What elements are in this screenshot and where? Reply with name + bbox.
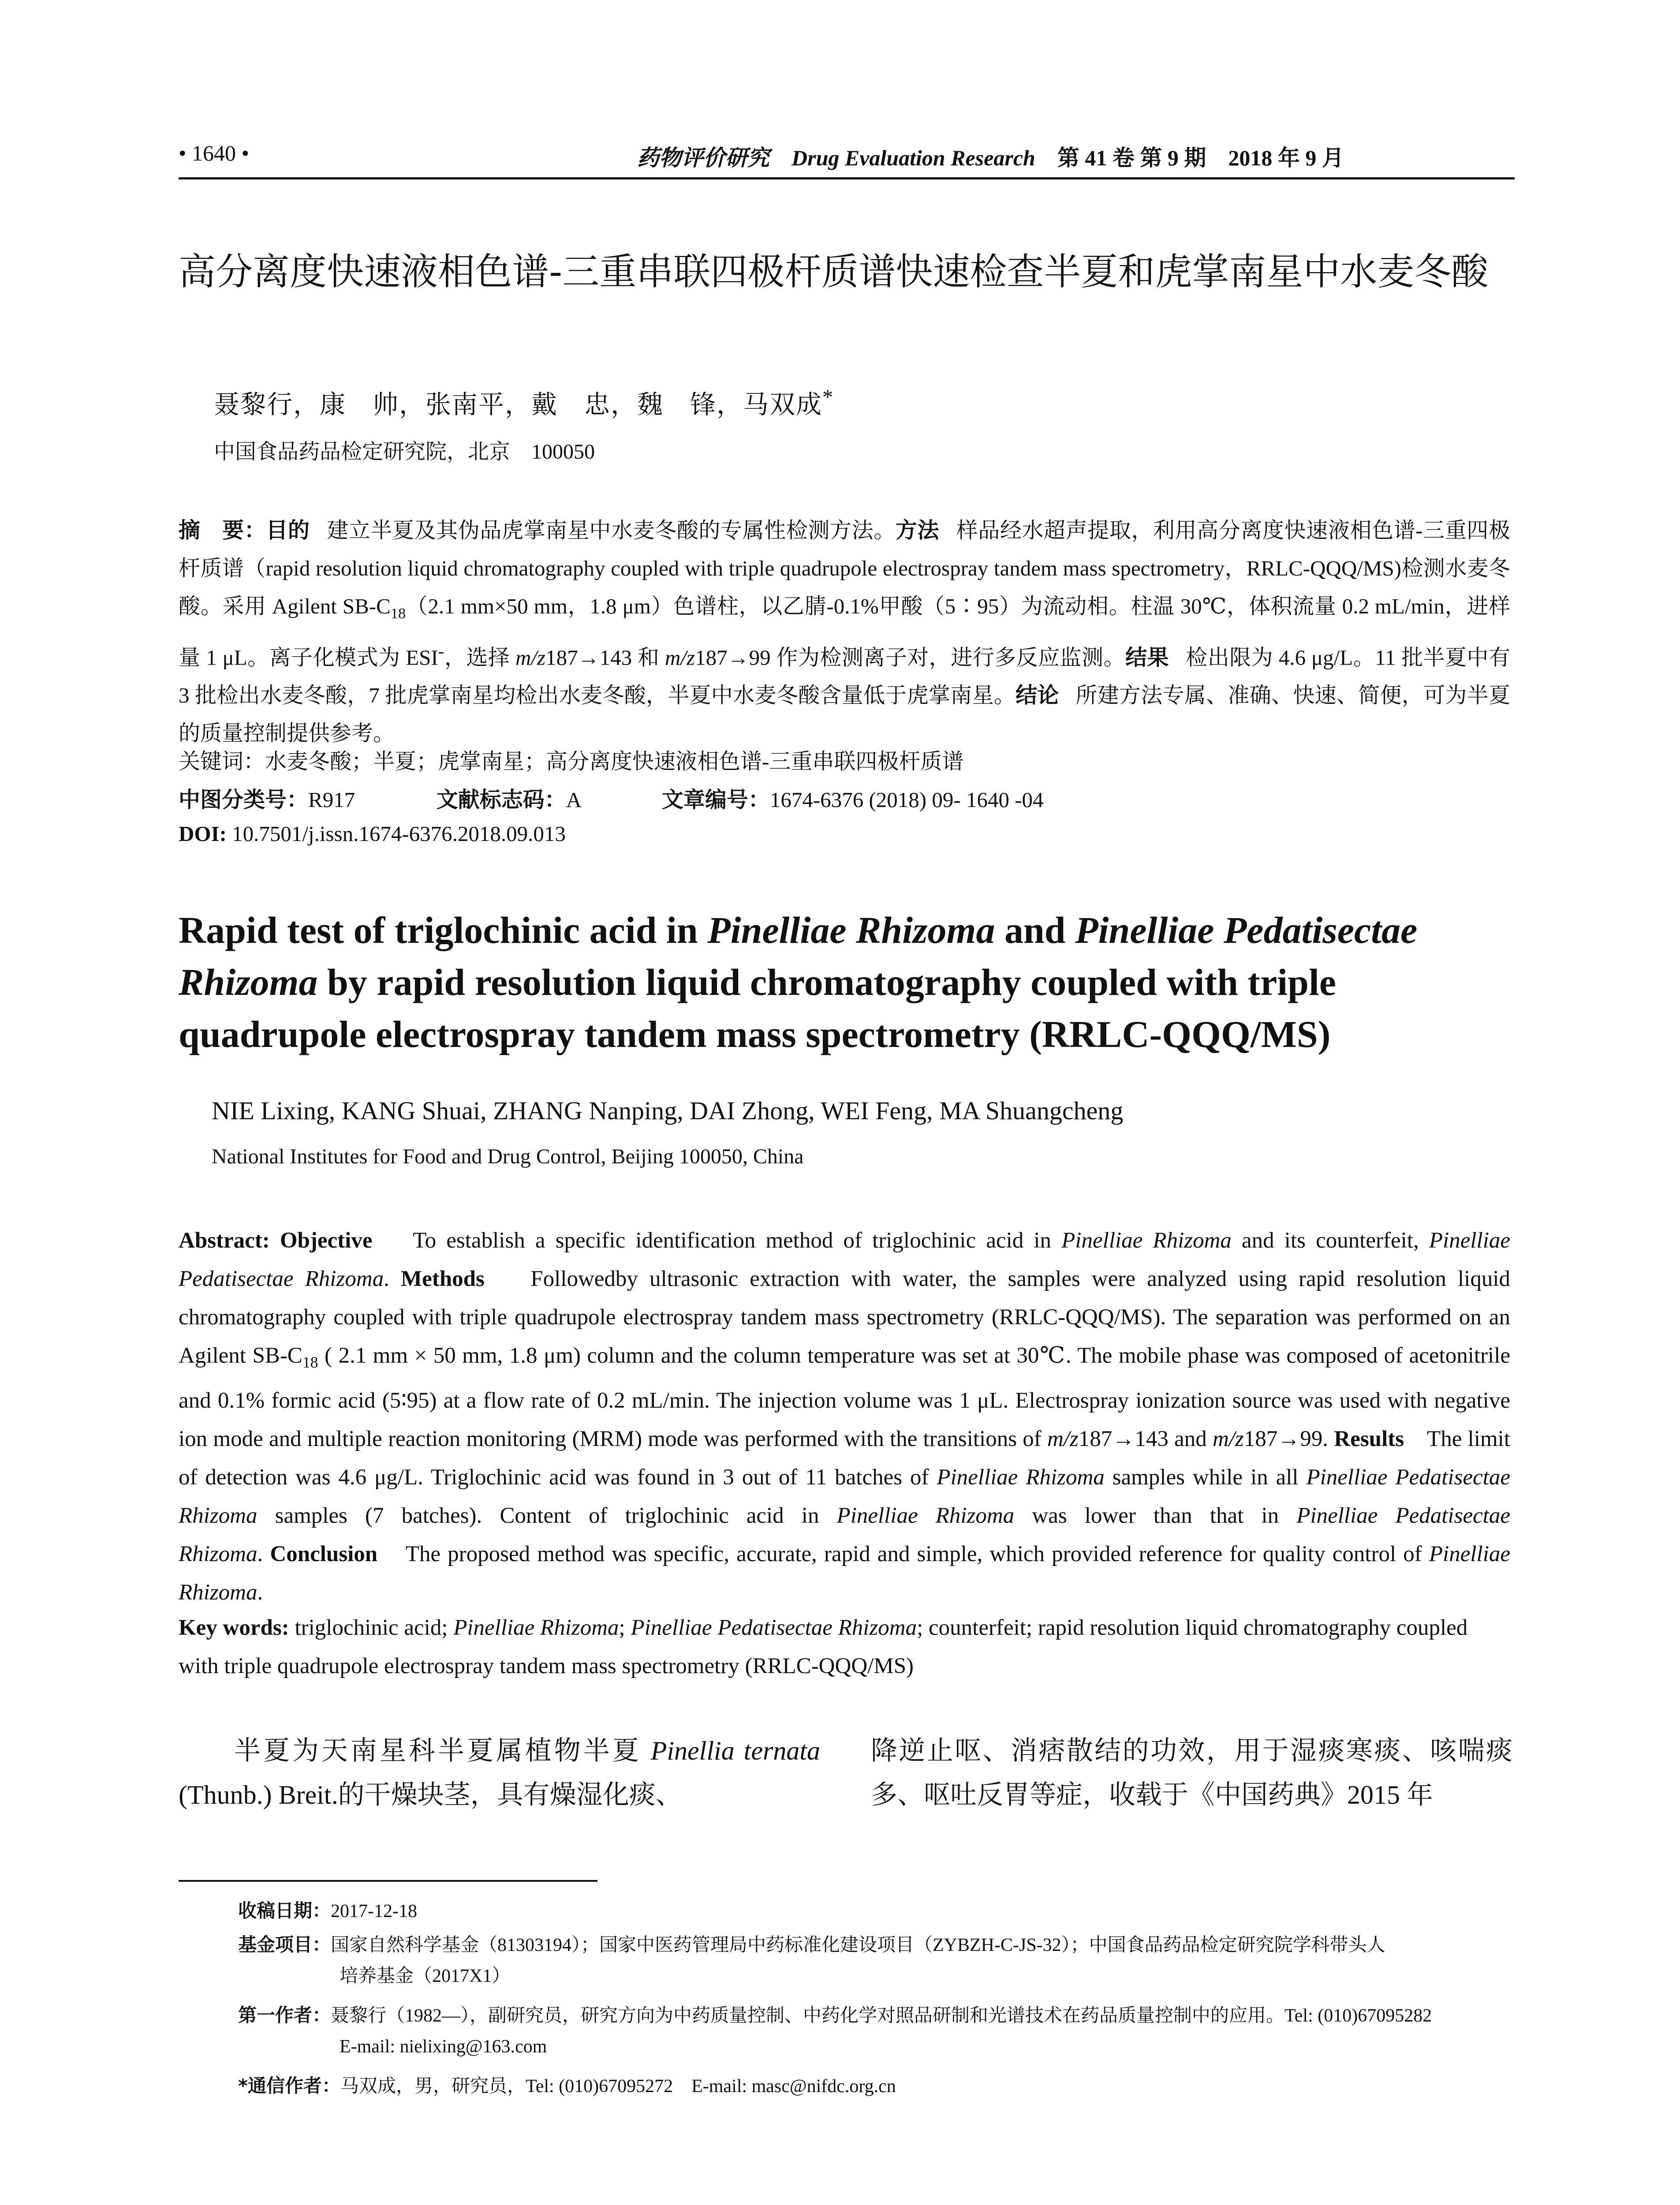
species-name: Pinelliae Pedatisectae Rhizoma: [179, 1503, 1511, 1567]
methods-text-en-2: ( 2.1 mm × 50 mm, 1.8 μm) column and the column temperature was set at 30℃. The mobile phase was composed of acetonitrile and 0.1% formic acid (5∶95) at a flow rate of 0.2 mL/min. The injection volume was 1 μL. Electrospray ionization source was used with negative ion mode and multiple reaction monitoring (MRM) mode was performed with the transitions of: [179, 1343, 1510, 1452]
footnote-first-author: [238, 2000, 1512, 2062]
header-rule: [179, 177, 1515, 179]
doi-label: DOI:: [179, 822, 227, 846]
footnote-corresponding: [238, 2070, 1512, 2102]
species-name: Pinelliae Rhizoma: [179, 1542, 1510, 1605]
abstract-label-cn: 摘 要：: [179, 518, 266, 543]
doi-line: [179, 821, 566, 846]
running-header: [179, 140, 1501, 171]
body-text: 半夏为天南星科半夏属植物半夏: [231, 1736, 651, 1765]
species-name: Pinelliae Pedatisectae Rhizoma: [179, 1465, 1510, 1529]
species-name: Pinelliae Rhizoma: [937, 1465, 1105, 1490]
methods-text-en-4: 187→99.: [1243, 1427, 1329, 1452]
title-en-part: Rapid test of triglochinic acid in: [179, 909, 708, 951]
keywords-en: [179, 1609, 1510, 1686]
conclusion-label-en: Conclusion: [270, 1542, 378, 1567]
footnote-label: 第一作者：: [238, 2004, 331, 2026]
footnote-text: 培养基金（2017X1）: [340, 1966, 511, 1986]
affiliation-en: National Institutes for Food and Drug Control, Beijing 100050, China: [212, 1145, 804, 1168]
title-cn: 高分离度快速液相色谱-三重串联四极杆质谱快速检查半夏和虎掌南星中水麦冬酸: [179, 250, 1489, 293]
mz-italic: m/z: [515, 645, 546, 670]
abstract-en: [179, 1222, 1510, 1612]
journal-logo-cn: 药物评价研究: [637, 145, 769, 171]
title-en-italic: Pinelliae Pedatisectae Rhizoma: [179, 909, 1418, 1003]
species-name: Pinelliae Pedatisectae Rhizoma: [631, 1615, 917, 1640]
corresponding-mark: *: [822, 385, 834, 409]
conclusion-label-cn: 结论: [1015, 683, 1059, 708]
authors-cn-text: 聂黎行，康 帅，张南平，戴 忠，魏 锋，马双成: [214, 390, 823, 419]
species-name: Pinelliae Pedatisectae Rhizoma: [179, 1228, 1510, 1291]
conclusion-text-cn: 所建方法专属、准确、快速、简便，可为半夏的质量控制提供参考。: [179, 683, 1510, 746]
results-text-en-3: samples (7 batches). Content of triglochinic acid in: [257, 1503, 837, 1529]
footnote-text: 聂黎行（1982—），副研究员，研究方向为中药质量控制、中药化学对照品研制和光谱技术在药品质量控制中的应用。Tel: (010)67095282: [331, 2006, 1432, 2026]
results-text-cn: 检出限为 4.6 μg/L。11 批半夏中有 3 批检出水麦冬酸，7 批虎掌南星均检出水麦冬酸，半夏中水麦冬酸含量低于虎掌南星。: [179, 645, 1510, 708]
results-text-en: The limit of detection was 4.6 μg/L. Triglochinic acid was found in 3 out of 11 batches of: [179, 1427, 1511, 1490]
subscript: 18: [390, 605, 406, 622]
keywords-text-en-2: ; counterfeit; rapid resolution liquid chromatography coupled with triple quadrupole electrospray tandem mass spectrometry (RRLC-QQQ/MS): [179, 1615, 1468, 1678]
footnote-label: *通信作者：: [238, 2075, 340, 2097]
body-text: (Thunb.) Breit.的干燥块茎，具有燥湿化痰、: [179, 1780, 682, 1809]
methods-text-cn: 样品经水超声提取，利用高分离度快速液相色谱-三重四极杆质谱（rapid resolution liquid chromatography coupled with triple quadrupole electrospray tandem mass spectrometry，RRLC-QQQ/MS)检测水麦冬酸。采用 Agilent SB-C: [179, 518, 1511, 618]
title-en-part: by rapid resolution liquid chromatography coupled with triple quadrupole electrospray tandem mass spectrometry (RRLC-QQQ/MS): [179, 961, 1337, 1055]
footnote-text: 国家自然科学基金（81303194）；国家中医药管理局中药标准化建设项目（ZYBZH-C-JS-32）；中国食品药品检定研究院学科带头人: [331, 1935, 1385, 1955]
keywords-text-en: triglochinic acid;: [289, 1615, 454, 1640]
objective-label-cn: 目的: [266, 518, 310, 543]
footnote-text: 2017-12-18: [331, 1901, 417, 1921]
footnote-label: 收稿日期：: [238, 1900, 331, 1921]
methods-label-cn: 方法: [895, 518, 940, 543]
methods-label-en: Methods: [401, 1267, 485, 1291]
period: .: [257, 1542, 263, 1567]
authors-cn: [214, 384, 834, 421]
objective-text-en: To establish a specific identification method of triglochinic acid in: [413, 1228, 1062, 1253]
authors-en: NIE Lixing, KANG Shuai, ZHANG Nanping, DAI Zhong, WEI Feng, MA Shuangcheng: [212, 1096, 1124, 1125]
results-text-en-4: was lower than that in: [1014, 1503, 1297, 1529]
footnote-received: [238, 1895, 1512, 1927]
keywords-label-cn: 关键词：: [179, 749, 265, 774]
species-name: Pinelliae Rhizoma: [1061, 1228, 1232, 1253]
classification-line: [179, 783, 1044, 814]
footnote-label: 基金项目：: [238, 1934, 331, 1955]
species-name: Pinelliae Rhizoma: [453, 1615, 619, 1640]
methods-text-cn-2: （2.1 mm×50 mm，1.8 μm）色谱柱，以乙腈-0.1%甲酸（5∶95）为流动相。柱温 30℃，体积流量 0.2 mL/min，进样量 1 μL。离子化模式为 ESI: [179, 594, 1511, 670]
abstract-cn: [179, 512, 1510, 752]
clc-value: R917: [308, 788, 355, 812]
title-en-part: and: [995, 909, 1075, 951]
abstract-label-en: Abstract: Objective: [179, 1228, 373, 1253]
methods-text-cn-4: 187→143 和: [545, 645, 665, 670]
mz-italic: m/z: [1213, 1427, 1244, 1452]
superscript: -: [438, 641, 444, 661]
affiliation-cn: 中国食品药品检定研究院，北京 100050: [214, 440, 595, 463]
results-label-en: Results: [1334, 1427, 1404, 1452]
doc-code-value: A: [566, 788, 581, 812]
period: .: [257, 1580, 263, 1605]
species-name: Pinelliae Rhizoma: [836, 1503, 1015, 1529]
species-name: Pinellia ternata: [650, 1736, 820, 1765]
body-column-right: 降逆止呕、消痞散结的功效，用于湿痰寒痰、咳喘痰多、呕吐反胃等症，收载于《中国药典》2015 年: [871, 1736, 1512, 1809]
subscript: 18: [302, 1353, 318, 1372]
mz-italic: m/z: [1047, 1427, 1079, 1452]
doi-value[interactable]: 10.7501/j.issn.1674-6376.2018.09.013: [232, 822, 566, 846]
doc-code-label: 文献标志码：: [436, 787, 566, 812]
page-number: • 1640 •: [179, 141, 250, 165]
results-label-cn: 结果: [1125, 645, 1169, 670]
conclusion-text-en: The proposed method was specific, accurate, rapid and simple, which provided reference for quality control of: [405, 1542, 1429, 1567]
methods-text-en-3: 187→143 and: [1078, 1427, 1213, 1452]
journal-name-en: Drug Evaluation Research: [791, 146, 1035, 170]
footnote-text: 马双成，男，研究员，Tel: (010)67095272 E-mail: masc@nifdc.org.cn: [340, 2076, 896, 2097]
methods-text-cn-3: ，选择: [444, 645, 516, 670]
article-no-label: 文章编号：: [661, 787, 770, 812]
journal-info: [637, 140, 1344, 172]
article-no-value: 1674-6376 (2018) 09- 1640 -04: [769, 788, 1044, 812]
keywords-text-cn: 水麦冬酸；半夏；虎掌南星；高分离度快速液相色谱-三重串联四极杆质谱: [265, 749, 964, 774]
methods-text-cn-5: 187→99 作为检测离子对，进行多反应监测。: [695, 645, 1126, 670]
title-en: [179, 904, 1510, 1060]
mz-italic: m/z: [665, 645, 695, 670]
footnote-email[interactable]: E-mail: nielixing@163.com: [340, 2037, 547, 2057]
issue-info: 第 41 卷 第 9 期 2018 年 9 月: [1057, 146, 1344, 170]
keywords-label-en: Key words:: [179, 1615, 289, 1640]
body-column-left: [179, 1729, 820, 1817]
footnote-fund: [238, 1929, 1512, 1992]
objective-text-en-2: and its counterfeit,: [1231, 1228, 1429, 1253]
keywords-cn: [179, 744, 963, 775]
footnote-rule: [179, 1880, 597, 1882]
period: .: [384, 1267, 389, 1291]
clc-label: 中图分类号：: [179, 787, 309, 812]
separator: ;: [619, 1615, 631, 1640]
objective-text-cn: 建立半夏及其伪品虎掌南星中水麦冬酸的专属性检测方法。: [327, 518, 896, 542]
title-en-italic: Pinelliae Rhizoma: [707, 909, 995, 951]
results-text-en-2: samples while in all: [1104, 1465, 1307, 1490]
methods-text-en: Followedby ultrasonic extraction with water, the samples were analyzed using rapid resolution liquid chromatography coupled with triple quadrupole electrospray tandem mass spectrometry (RRLC-QQQ/MS). The separation was performed on an Agilent SB-C: [179, 1267, 1510, 1368]
